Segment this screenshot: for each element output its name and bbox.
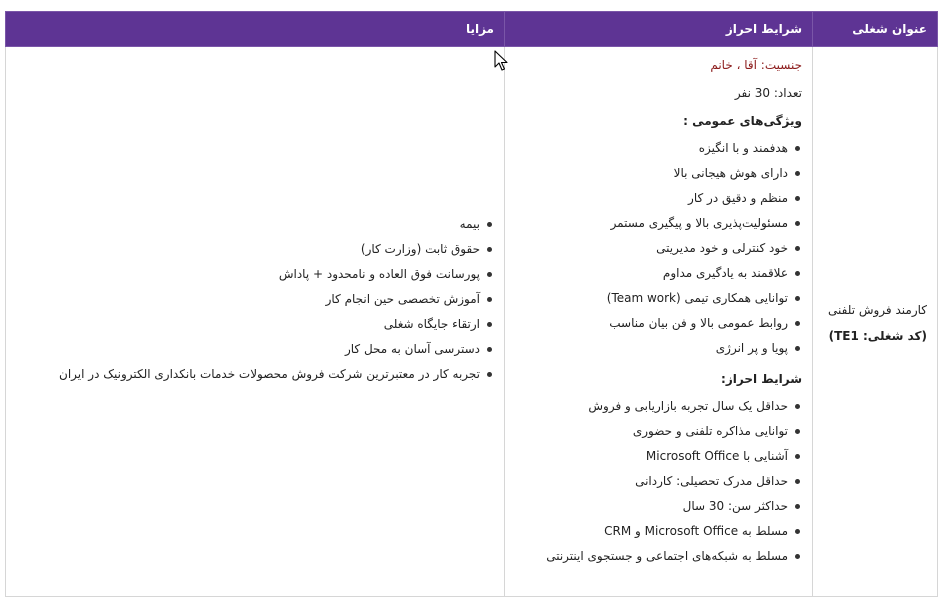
list-item: خود کنترلی و خود مدیریتی: [515, 236, 802, 261]
list-item: پورسانت فوق العاده و نامحدود + پاداش: [16, 262, 494, 287]
list-item: توانایی همکاری تیمی (Team work): [515, 286, 802, 311]
list-item: حداکثر سن: 30 سال: [515, 494, 802, 519]
benefits-cell: [6, 47, 505, 597]
header-job-title: عنوان شغلی: [813, 12, 938, 47]
list-item: مسلط به Microsoft Office و CRM: [515, 519, 802, 544]
job-table: [5, 11, 938, 597]
list-item: حداقل مدرک تحصیلی: کاردانی: [515, 469, 802, 494]
job-title-cell: [813, 47, 938, 597]
list-item: توانایی مذاکره تلفنی و حضوری: [515, 419, 802, 444]
list-item: روابط عمومی بالا و فن بیان مناسب: [515, 311, 802, 336]
general-traits-list: [515, 136, 802, 361]
list-item: حقوق ثابت (وزارت کار): [16, 237, 494, 262]
header-benefits: مزایا: [6, 12, 505, 47]
job-table-container: [5, 11, 937, 590]
list-item: مسئولیت‌پذیری بالا و پیگیری مستمر: [515, 211, 802, 236]
list-item: پویا و پر انرژی: [515, 336, 802, 361]
list-item: ارتقاء جایگاه شغلی: [16, 312, 494, 337]
job-code: (کد شغلی: TE1): [828, 328, 927, 343]
list-item: علاقمند به یادگیری مداوم: [515, 261, 802, 286]
list-item: تجربه کار در معتبرترین شرکت فروش محصولات خدمات بانکداری الکترونیک در ایران: [16, 362, 494, 387]
conditions-list: [515, 394, 802, 569]
list-item: حداقل یک سال تجربه بازاریابی و فروش: [515, 394, 802, 419]
list-item: دسترسی آسان به محل کار: [16, 337, 494, 362]
gender-line: جنسیت: آقا ، خانم: [710, 58, 802, 72]
list-item: آشنایی با Microsoft Office: [515, 444, 802, 469]
list-item: هدفمند و با انگیزه: [515, 136, 802, 161]
list-item: آموزش تخصصی حین انجام کار: [16, 287, 494, 312]
list-item: مسلط به شبکه‌های اجتماعی و جستجوی اینترنتی: [515, 544, 802, 569]
table-header-row: [6, 12, 938, 47]
general-traits-heading: ویژگی‌های عمومی :: [683, 114, 802, 128]
header-requirements: شرایط احراز: [505, 12, 813, 47]
list-item: بیمه: [16, 212, 494, 237]
list-item: منظم و دقیق در کار: [515, 186, 802, 211]
count-line: تعداد: 30 نفر: [734, 86, 802, 100]
job-title: کارمند فروش تلفنی: [828, 302, 927, 317]
list-item: دارای هوش هیجانی بالا: [515, 161, 802, 186]
mouse-pointer-icon: [494, 50, 508, 72]
benefits-list: [16, 212, 494, 387]
conditions-heading: شرایط احراز:: [721, 372, 802, 386]
requirements-cell: [505, 47, 813, 597]
table-row: [6, 47, 938, 597]
